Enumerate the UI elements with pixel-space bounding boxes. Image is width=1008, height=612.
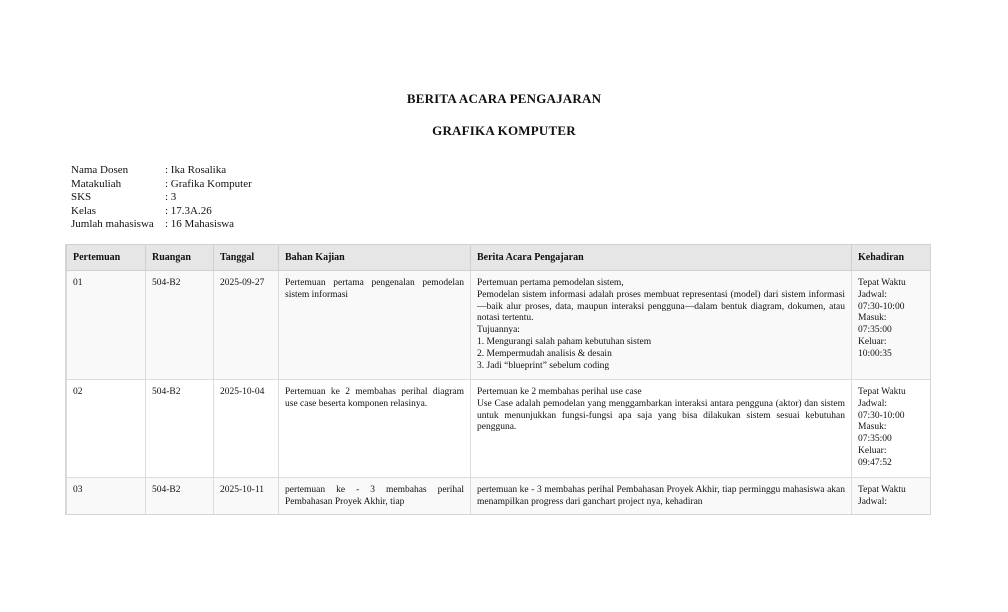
table-row: [67, 271, 931, 380]
course-title: GRAFIKA KOMPUTER: [432, 123, 576, 138]
info-label: Nama Dosen: [71, 164, 129, 176]
kehadiran-status: Tepat Waktu: [858, 278, 906, 288]
berita-line: pertemuan ke - 3 membahas perihal Pembahasan Proyek Akhir, tiap perminggu mahasiswa akan menampilkan progress dari ganchart project nya, kehadiran: [477, 485, 845, 507]
kehadiran-line: 07:30-10:00: [858, 301, 905, 312]
info-label: SKS: [71, 191, 92, 203]
info-value: : 16 Mahasiswa: [165, 218, 235, 230]
cell-bahan-kajian: Pertemuan ke 2 membahas perihal diagram use case beserta komponen relasinya.: [279, 380, 471, 478]
cell-kehadiran: [852, 271, 931, 380]
table-row: [67, 478, 931, 516]
kehadiran-line: 07:35:00: [858, 434, 892, 445]
info-value: : 3: [165, 191, 177, 203]
course-info: [71, 164, 252, 232]
info-value: : Ika Rosalika: [165, 164, 227, 176]
cell-ruangan: 504-B2: [146, 271, 214, 380]
info-row-dosen: [71, 164, 252, 178]
kehadiran-line: 07:30-10:00: [858, 410, 905, 421]
cell-berita-acara: [471, 271, 852, 380]
cell-pertemuan: 01: [67, 271, 146, 380]
cell-tanggal: 2025-10-04: [214, 380, 279, 478]
cell-bahan-kajian: Pertemuan pertama pengenalan pemodelan sistem informasi: [279, 271, 471, 380]
berita-line: Use Case adalah pemodelan yang menggambarkan interaksi antara pengguna (aktor) dan sistem untuk menunjukkan fungsi-fungsi apa saja yang bisa dilakukan sistem sesuai kebutuhan pengguna.: [477, 398, 845, 433]
berita-line: 1. Mengurangi salah paham kebutuhan sistem: [477, 336, 652, 347]
cell-ruangan: 504-B2: [146, 380, 214, 478]
info-row-sks: [71, 191, 252, 205]
cell-berita-acara: [471, 478, 852, 516]
berita-line: Pertemuan ke 2 membahas perihal use case: [477, 387, 642, 397]
document-title: BERITA ACARA PENGAJARAN: [406, 91, 602, 106]
info-label: Jumlah mahasiswa: [71, 218, 154, 230]
table-row: [67, 380, 931, 478]
cell-tanggal: 2025-09-27: [214, 271, 279, 380]
berita-line: 2. Mempermudah analisis & desain: [477, 348, 612, 359]
kehadiran-line: Keluar:: [858, 445, 887, 456]
cell-kehadiran: [852, 478, 931, 516]
info-row-matakuliah: [71, 178, 252, 192]
cell-pertemuan: 03: [67, 478, 146, 516]
header-bahan-kajian: Bahan Kajian: [279, 245, 471, 271]
cell-tanggal: 2025-10-11: [214, 478, 279, 516]
cell-ruangan: 504-B2: [146, 478, 214, 516]
info-value: : Grafika Komputer: [165, 177, 252, 190]
berita-line: 3. Jadi “blueprint” sebelum coding: [477, 360, 610, 371]
table-header-row: [67, 245, 931, 271]
header-berita-acara: Berita Acara Pengajaran: [471, 245, 852, 271]
cell-berita-acara: [471, 380, 852, 478]
info-label: Matakuliah: [71, 177, 122, 190]
info-row-kelas: [71, 205, 252, 219]
info-row-jumlah: [71, 218, 252, 232]
berita-line: Pemodelan sistem informasi adalah proses membuat representasi (model) dari sistem informasi—baik alur proses, data, maupun interaksi pengguna—dalam bentuk diagram, dokumen, atau notasi tertentu.: [477, 289, 845, 324]
kehadiran-line: 09:47:52: [858, 457, 892, 468]
kehadiran-line: Jadwal:: [858, 496, 888, 507]
header-tanggal: Tanggal: [214, 245, 279, 271]
kehadiran-status: Tepat Waktu: [858, 387, 906, 397]
kehadiran-line: 07:35:00: [858, 325, 892, 336]
kehadiran-line: Jadwal:: [858, 289, 888, 300]
cell-kehadiran: [852, 380, 931, 478]
kehadiran-line: Jadwal:: [858, 398, 888, 409]
kehadiran-line: 10:00:35: [858, 348, 892, 359]
kehadiran-line: Masuk:: [858, 313, 887, 324]
cell-pertemuan: 02: [67, 380, 146, 478]
header-ruangan: Ruangan: [146, 245, 214, 271]
kehadiran-status: Tepat Waktu: [858, 485, 906, 495]
teaching-log-table-container: [65, 244, 931, 515]
header-pertemuan: Pertemuan: [67, 245, 146, 271]
cell-bahan-kajian: pertemuan ke - 3 membahas perihal Pembahasan Proyek Akhir, tiap: [279, 478, 471, 516]
kehadiran-line: Masuk:: [858, 422, 887, 433]
info-label: Kelas: [71, 204, 97, 217]
header-kehadiran: Kehadiran: [852, 245, 931, 271]
berita-line: Pertemuan pertama pemodelan sistem,: [477, 278, 624, 288]
berita-line: Tujuannya:: [477, 325, 520, 336]
kehadiran-line: Keluar:: [858, 336, 887, 347]
info-value: : 17.3A.26: [165, 204, 212, 217]
teaching-log-table: [66, 244, 931, 515]
